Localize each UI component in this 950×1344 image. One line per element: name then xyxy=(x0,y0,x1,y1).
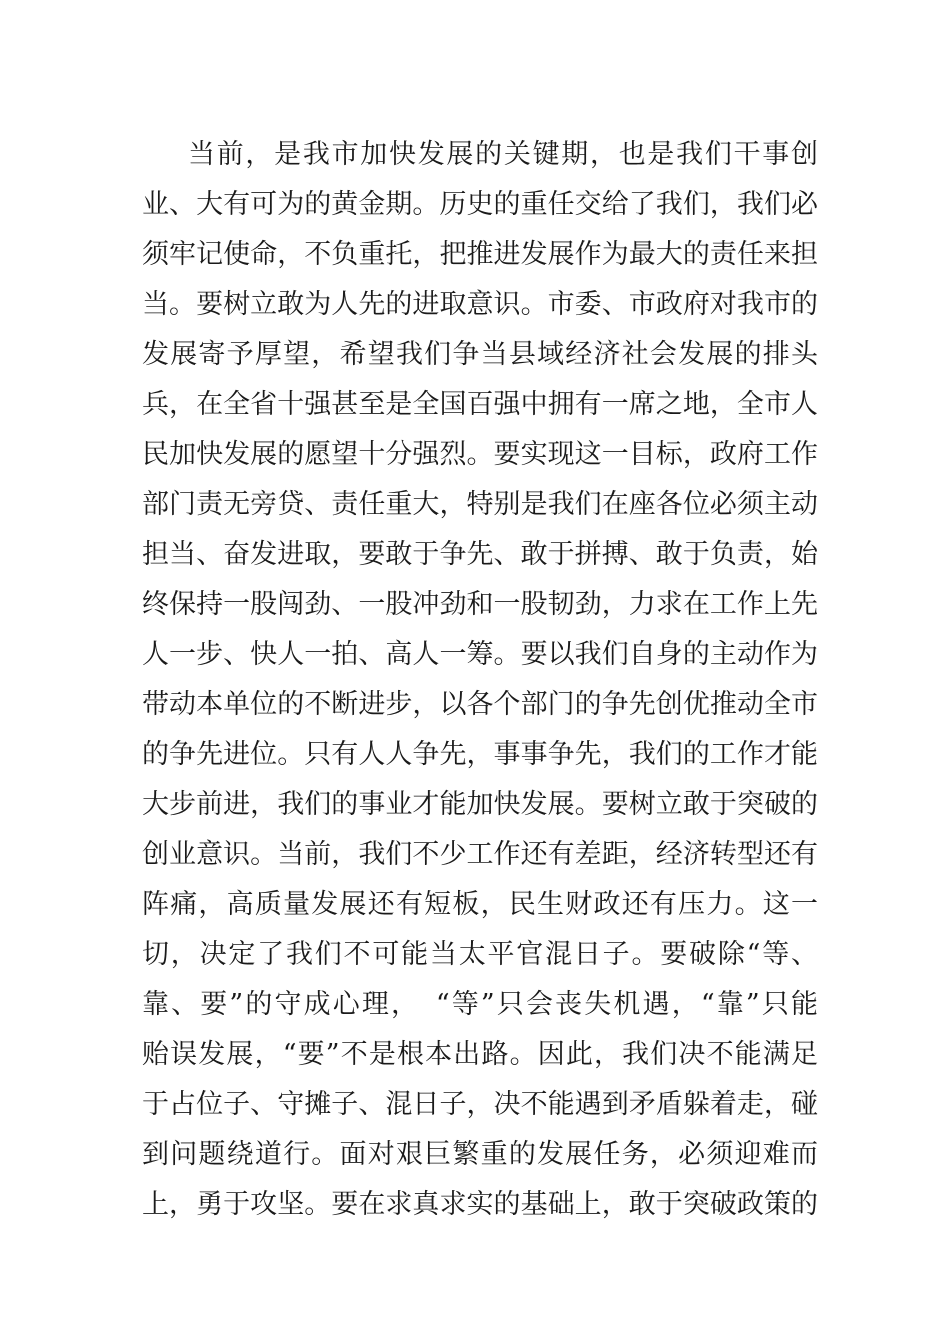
text-line: 靠、要”的守成心理， “等”只会丧失机遇，“靠”只能 xyxy=(142,989,818,1020)
text-line: 上，勇于攻坚。要在求真求实的基础上，敢于突破政策的 xyxy=(142,1189,818,1220)
text-line: 终保持一股闯劲、一股冲劲和一股韧劲，力求在工作上先 xyxy=(142,589,818,620)
text-line: 创业意识。当前，我们不少工作还有差距，经济转型还有 xyxy=(142,839,818,870)
text-line: 人一步、快人一拍、高人一筹。要以我们自身的主动作为 xyxy=(142,639,818,670)
paragraph xyxy=(142,130,818,1230)
text-line: 于占位子、守摊子、混日子，决不能遇到矛盾躲着走，碰 xyxy=(142,1089,818,1120)
text-line: 须牢记使命，不负重托，把推进发展作为最大的责任来担 xyxy=(142,239,818,270)
text-line: 当。要树立敢为人先的进取意识。市委、市政府对我市的 xyxy=(142,289,818,320)
text-line: 大步前进，我们的事业才能加快发展。要树立敢于突破的 xyxy=(142,789,818,820)
text-line: 兵，在全省十强甚至是全国百强中拥有一席之地，全市人 xyxy=(142,389,818,420)
text-line: 部门责无旁贷、责任重大，特别是我们在座各位必须主动 xyxy=(142,489,818,520)
text-line: 的争先进位。只有人人争先，事事争先，我们的工作才能 xyxy=(142,739,818,770)
text-line: 业、大有可为的黄金期。历史的重任交给了我们，我们必 xyxy=(142,189,818,220)
text-line: 发展寄予厚望，希望我们争当县域经济社会发展的排头 xyxy=(142,339,818,370)
text-line: 民加快发展的愿望十分强烈。要实现这一目标，政府工作 xyxy=(142,439,818,470)
text-line: 担当、奋发进取，要敢于争先、敢于拼搏、敢于负责，始 xyxy=(142,539,818,570)
text-line: 阵痛，高质量发展还有短板，民生财政还有压力。这一 xyxy=(142,889,818,920)
text-line: 到问题绕道行。面对艰巨繁重的发展任务，必须迎难而 xyxy=(142,1139,818,1170)
text-line: 切，决定了我们不可能当太平官混日子。要破除“等、 xyxy=(142,939,818,970)
text-line: 带动本单位的不断进步，以各个部门的争先创优推动全市 xyxy=(142,689,818,720)
text-line: 当前，是我市加快发展的关键期，也是我们干事创 xyxy=(188,139,818,170)
text-line: 贻误发展，“要”不是根本出路。因此，我们决不能满足 xyxy=(142,1039,818,1070)
